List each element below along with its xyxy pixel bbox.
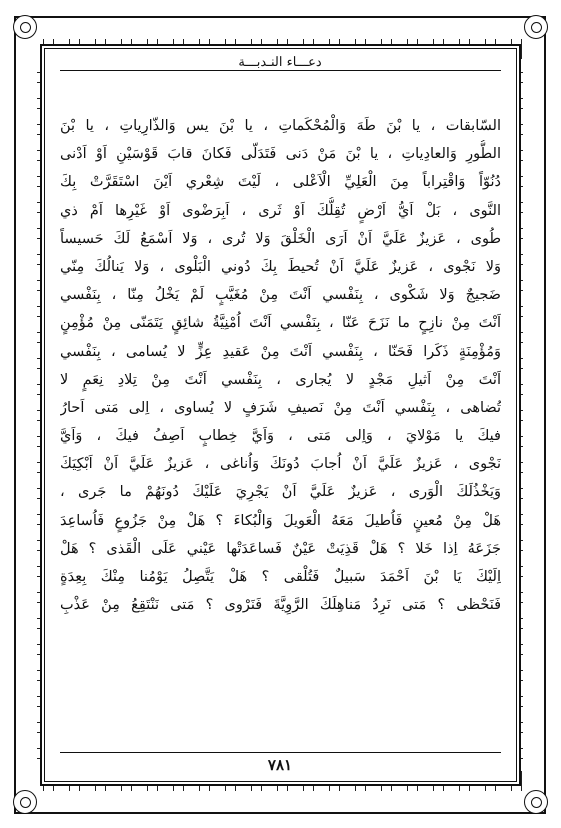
prayer-text (60, 112, 501, 619)
text-line: الطُّورِ وَالعادِياتِ ، يا بْنَ مَنْ دَنى فَتَدَلّى فَكانَ قابَ قَوْسَيْنِ اَوْ اَدْنى (60, 146, 501, 163)
corner-ornament-icon (524, 790, 548, 814)
corner-ornament-icon (524, 15, 548, 39)
page-number: ٧٨١ (267, 756, 293, 774)
text-line: جَزَعَهُ اِذا خَلا ؟ هَلْ قَذِيَتْ عَيْنٌ فَساعَدَتْها عَيْني عَلَى الْقَذى ؟ هَلْ (60, 540, 501, 557)
running-header: دعـــاء النـدبـــة (238, 55, 322, 70)
header-rule (60, 70, 501, 71)
corner-ornament-icon (13, 790, 37, 814)
text-line: دُنُوّاً وَاقْتِراباً مِنَ الْعَلِيِّ الْاَعْلى ، لَيْتَ شِعْري اَيْنَ اسْتَقَرَّتْ بِكَ (60, 174, 501, 191)
text-line: السّابقات ، يا بْنَ طَهَ وَالْمُحْكَماتِ ، يا بْنَ يس وَالذّارِياتِ ، يا بْنَ (60, 118, 501, 134)
text-line: نَجْوى ، عَزيزٌ عَلَيَّ اَنْ اُجابَ دُونَكَ وَاُناغى ، عَزيزٌ عَلَيَّ اَنْ اَبْكِيَكَ (60, 456, 501, 473)
text-line: وَمُؤْمِنَةٍ ذَكَرا فَحَنّا ، بِنَفْسي اَنْتَ مِنْ عَقيدِ عِزٍّ لا يُسامى ، بِنَفْسي (60, 343, 501, 360)
text-line: اِلَيْكَ يَا بْنَ اَحْمَدَ سَبيلٌ فَتُلْقى ؟ هَلْ يَتَّصِلُ يَوْمُنا مِنْكَ بِعِدَةٍ (60, 569, 501, 585)
text-line: طُوى ، عَزيزٌ عَلَيَّ اَنْ اَرَى الْخَلْقَ وَلا تُرى ، وَلا اَسْمَعُ لَكَ حَسيساً (60, 230, 501, 247)
text-line: اَنْتَ مِنْ نازِحٍ ما نَزَحَ عَنّا ، بِنَفْسي اَنْتَ اُمْنِيَّةُ شائِقٍ يَتَمَنّى مِنْ مُؤْمِنٍ (60, 315, 501, 332)
text-line: وَيَخْذُلَكَ الْوَرى ، عَزيزٌ عَلَيَّ اَنْ يَجْرِيَ عَلَيْكَ دُونَهُمْ ما جَرى ، (60, 484, 501, 501)
text-line: فيكَ يا مَوْلايَ ، وَاِلى مَتى ، وَاَيَّ خِطابٍ اَصِفُ فيكَ ، وَاَيَّ (60, 428, 501, 445)
text-line: ضَجيجٌ وَلا شَكْوى ، بِنَفْسي اَنْتَ مِنْ مُغَيَّبٍ لَمْ يَخْلُ مِنّا ، بِنَفْسي (60, 287, 501, 304)
text-line: وَلا نَجْوى ، عَزيزٌ عَلَيَّ اَنْ تُحيطَ بِكَ دُوني الْبَلْوى ، وَلا يَنالُكَ مِنّي (60, 258, 501, 275)
corner-ornament-icon (13, 15, 37, 39)
text-line: تُضاهى ، بِنَفْسي اَنْتَ مِنْ نَصيفِ شَرَفٍ لا يُساوى ، اِلى مَتى اَحارُ (60, 399, 501, 416)
text-line: هَلْ مِنْ مُعينٍ فَاُطيلَ مَعَهُ الْعَويلَ وَالْبُكاءَ ؟ هَلْ مِنْ جَزُوعٍ فَاُساعِدَ (60, 512, 501, 529)
text-line: النَّوى ، بَلْ اَيُّ اَرْضٍ تُقِلُّكَ اَوْ ثَرى ، اَبِرَضْوى اَوْ غَيْرِها اَمْ ذي (60, 202, 501, 219)
text-line: اَنْتَ مِنْ اَثيلِ مَجْدٍ لا يُجارى ، بِنَفْسي اَنْتَ مِنْ تِلادِ نِعَمٍ لا (60, 371, 501, 388)
footer-rule (60, 752, 501, 753)
text-line: فَنَحْظى ؟ مَتى نَرِدُ مَناهِلَكَ الرَّوِيَّةَ فَنَرْوى ؟ مَتى نَنْتَقِعُ مِنْ عَذْبِ (60, 597, 501, 614)
